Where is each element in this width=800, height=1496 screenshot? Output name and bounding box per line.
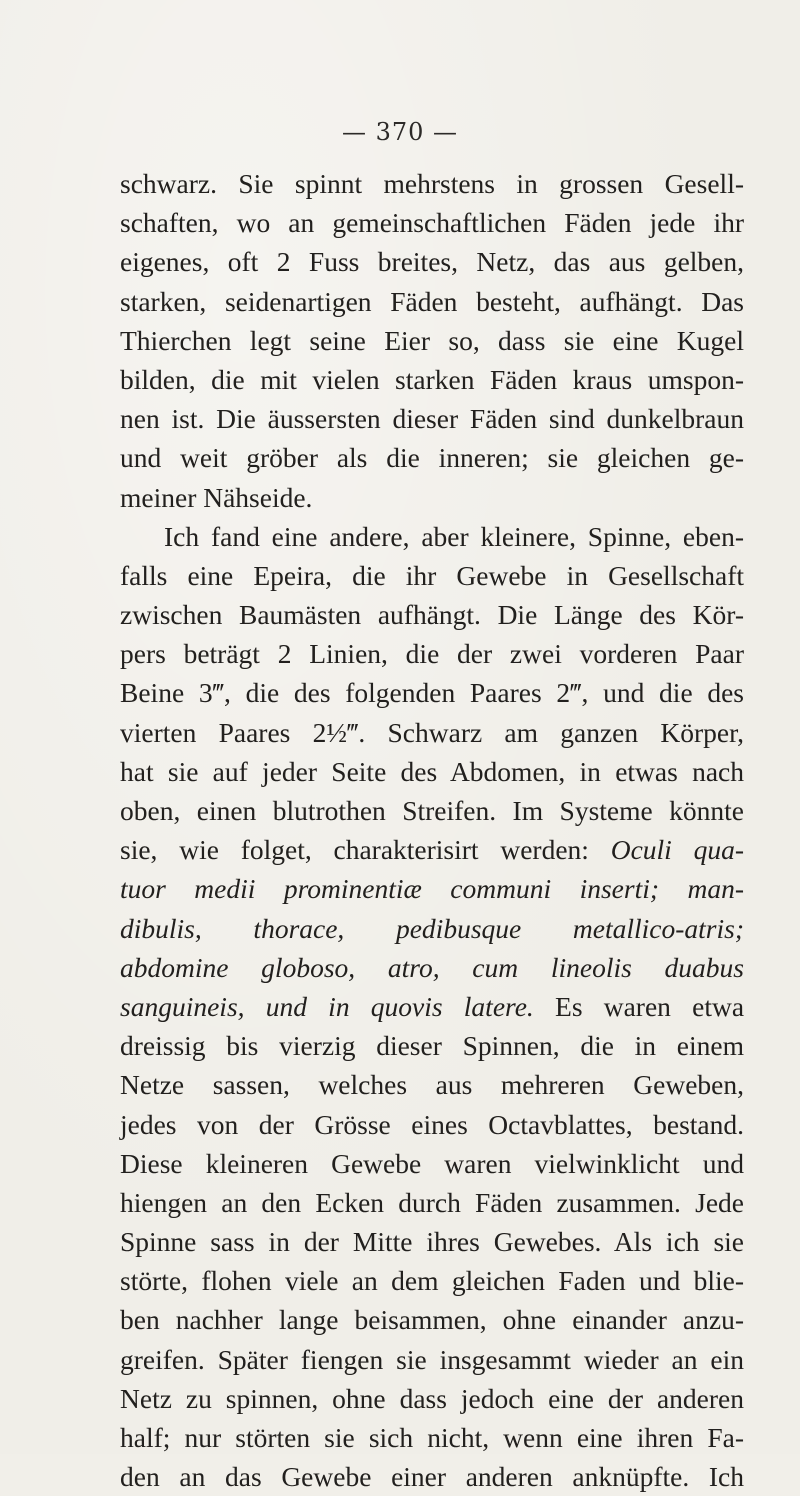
line-text: dreissig bis vierzig dieser Spinnen, die in einem bbox=[120, 1030, 744, 1062]
line-text: oben, einen blutrothen Streifen. Im Systeme könnte bbox=[120, 795, 744, 826]
line-text: zwischen Baumästen aufhängt. Die Länge des Kör- bbox=[120, 599, 744, 631]
line-text: half; nur störten sie sich nicht, wenn eine ihren Fa- bbox=[120, 1422, 744, 1453]
italic-text: sanguineis, und in quovis latere. bbox=[120, 990, 534, 1022]
line-text: eigenes, oft 2 Fuss breites, Netz, das aus gelben, bbox=[120, 246, 744, 278]
line-text: pers beträgt 2 Linien, die der zwei vorderen Paar bbox=[120, 638, 744, 670]
text-line bbox=[120, 321, 744, 360]
text-line bbox=[120, 1340, 744, 1379]
text-line bbox=[120, 791, 744, 830]
line-text: und weit gröber als die inneren; sie gleichen ge- bbox=[120, 442, 744, 474]
line-text: ben nachher lange beisammen, ohne einander anzu- bbox=[120, 1304, 744, 1336]
text-line bbox=[120, 438, 744, 477]
line-text: Netz zu spinnen, ohne dass jedoch eine der anderen bbox=[120, 1382, 744, 1414]
text-line bbox=[120, 869, 744, 908]
text-line bbox=[120, 203, 744, 242]
line-text: den an das Gewebe einer anderen anknüpfte. Ich bbox=[120, 1461, 744, 1493]
line-text: bilden, die mit vielen starken Fäden kraus umspon- bbox=[120, 363, 744, 395]
text-line bbox=[120, 399, 744, 438]
line-text: hat sie auf jeder Seite des Abdomen, in etwas nach bbox=[120, 755, 744, 787]
text-line bbox=[120, 164, 744, 203]
italic-text: tuor medii prominentiæ communi inserti; man- bbox=[120, 873, 744, 905]
text-line bbox=[120, 830, 744, 869]
italic-text: Oculi qua- bbox=[610, 834, 745, 866]
text-line bbox=[120, 1183, 744, 1222]
text-line bbox=[120, 1026, 744, 1065]
text-line bbox=[120, 1105, 744, 1144]
line-text: störte, flohen viele an dem gleichen Faden und blie- bbox=[120, 1265, 744, 1297]
text-line bbox=[120, 360, 744, 399]
text-line bbox=[120, 1379, 744, 1418]
italic-text: dibulis, thorace, pedibusque metallico-atris; bbox=[120, 912, 744, 944]
line-text: Beine 3‴, die des folgenden Paares 2‴, und die des bbox=[120, 677, 744, 709]
line-text: schaften, wo an gemeinschaftlichen Fäden jede ihr bbox=[120, 207, 744, 239]
line-text: hiengen an den Ecken durch Fäden zusammen. Jede bbox=[120, 1186, 744, 1218]
text-line bbox=[120, 282, 744, 321]
body-text bbox=[120, 164, 744, 1496]
page-number: — 370 — bbox=[341, 118, 459, 146]
text-line bbox=[120, 987, 744, 1026]
text-line bbox=[120, 595, 744, 634]
text-line bbox=[120, 948, 744, 987]
line-text: Ich fand eine andere, aber kleinere, Spinne, eben- bbox=[164, 520, 744, 552]
line-text: meiner Nähseide. bbox=[120, 481, 313, 513]
line-text: falls eine Epeira, die ihr Gewebe in Gesellschaft bbox=[120, 559, 744, 591]
text-line bbox=[120, 634, 744, 673]
text-line bbox=[120, 713, 744, 752]
text-line bbox=[120, 1300, 744, 1339]
text-line bbox=[120, 1065, 744, 1104]
text-line bbox=[120, 1457, 744, 1496]
line-text: schwarz. Sie spinnt mehrstens in grossen Gesell- bbox=[120, 168, 744, 199]
line-text: sie, wie folget, charakterisirt werden: bbox=[120, 834, 589, 866]
text-line bbox=[120, 478, 744, 517]
text-line bbox=[120, 1418, 744, 1457]
text-line bbox=[120, 1144, 744, 1183]
line-text: Spinne sass in der Mitte ihres Gewebes. Als ich sie bbox=[120, 1226, 744, 1258]
line-text: nen ist. Die äussersten dieser Fäden sind dunkelbraun bbox=[120, 403, 744, 435]
text-line bbox=[120, 517, 744, 556]
line-text: Es waren etwa bbox=[555, 990, 745, 1022]
text-line bbox=[120, 1261, 744, 1300]
line-text: starken, seidenartigen Fäden besteht, aufhängt. Das bbox=[120, 285, 744, 317]
line-text: greifen. Später fiengen sie insgesammt wieder an ein bbox=[120, 1343, 744, 1375]
text-line bbox=[120, 752, 744, 791]
italic-text: abdomine globoso, atro, cum lineolis duabus bbox=[120, 951, 744, 983]
text-line bbox=[120, 242, 744, 281]
text-line bbox=[120, 673, 744, 712]
line-text: vierten Paares 2½‴. Schwarz am ganzen Körper, bbox=[120, 716, 744, 748]
text-line bbox=[120, 556, 744, 595]
text-line bbox=[120, 1222, 744, 1261]
line-text: jedes von der Grösse eines Octavblattes, bestand. bbox=[120, 1108, 744, 1140]
line-text: Diese kleineren Gewebe waren vielwinklicht und bbox=[120, 1147, 744, 1179]
line-text: Netze sassen, welches aus mehreren Geweben, bbox=[120, 1069, 744, 1101]
text-line bbox=[120, 909, 744, 948]
line-text: Thierchen legt seine Eier so, dass sie eine Kugel bbox=[120, 324, 744, 356]
